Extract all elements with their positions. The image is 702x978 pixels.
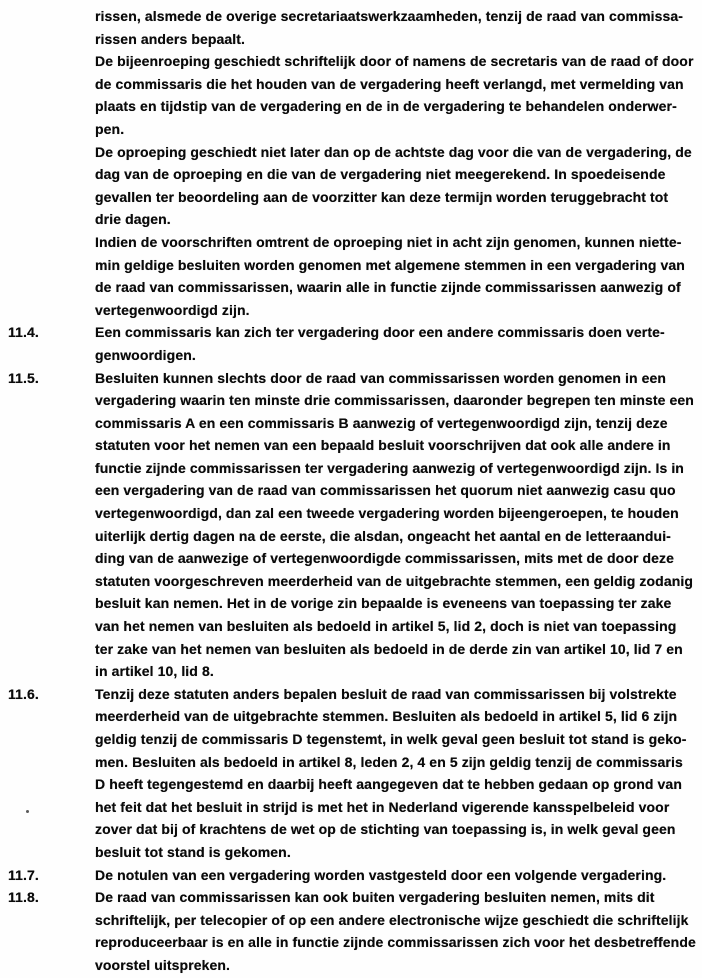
text-line: statuten voor het nemen van een bepaald besluit voorschrijven dat ook alle andere in <box>95 437 671 454</box>
text-line: plaats en tijdstip van de vergadering en de in de vergadering te behandelen onderwer- <box>95 98 677 115</box>
section-number: 11.8. <box>8 889 39 906</box>
statute-section-11-7 <box>0 864 702 887</box>
statute-section-11-8 <box>0 886 702 976</box>
text-line: meerderheid van de uitgebrachte stemmen. Besluiten als bedoeld in artikel 5, lid 6 zijn <box>95 708 678 725</box>
text-line: ter zake van het nemen van besluiten als bedoeld in de derde zin van artikel 10, lid 7 en <box>95 640 683 657</box>
text-line: vertegenwoordigd, dan zal een tweede vergadering worden bijeengeroepen, te houden <box>95 505 679 522</box>
text-line: van het nemen van besluiten als bedoeld in artikel 5, lid 2, doch is niet van toepassing <box>95 618 677 635</box>
text-line: D heeft tegengestemd en daarbij heeft aangegeven dat te hebben gedaan op grond van <box>95 776 682 793</box>
statute-paragraph <box>0 231 702 321</box>
text-line: De oproeping geschiedt niet later dan op de achtste dag voor die van de vergadering, de <box>95 143 692 160</box>
text-line: vertegenwoordigd zijn. <box>95 301 250 318</box>
text-line: rissen anders bepaalt. <box>95 30 246 47</box>
statute-paragraph <box>0 5 702 50</box>
text-line: uiterlijk dertig dagen na de eerste, die alsdan, ongeacht het aantal en de letteraandui- <box>95 527 671 544</box>
section-number: 11.7. <box>8 866 39 883</box>
section-number: 11.5. <box>8 369 39 386</box>
text-line: rissen, alsmede de overige secretariaatswerkzaamheden, tenzij de raad van commissa- <box>95 8 684 24</box>
statute-section-11-5 <box>0 367 702 683</box>
text-line: besluit tot stand is gekomen. <box>95 843 291 860</box>
text-line: min geldige besluiten worden genomen met algemene stemmen in een vergadering van <box>95 256 685 273</box>
text-line: geldig tenzij de commissaris D tegenstemt, in welk geval geen besluit tot stand is geko- <box>95 731 687 747</box>
section-number: 11.4. <box>8 324 39 341</box>
text-line: Besluiten kunnen slechts door de raad van commissarissen worden genomen in een <box>95 369 667 386</box>
document-body <box>0 5 702 977</box>
text-line: besluit kan nemen. Het in de vorige zin bepaalde is eveneens van toepassing ter zake <box>95 595 672 612</box>
text-line: commissaris A en een commissaris B aanwezig of vertegenwoordigd zijn, tenzij deze <box>95 414 668 431</box>
statute-paragraph <box>0 50 702 140</box>
text-line: reproduceerbaar is en alle in functie zijnde commissarissen zich voor het desbetreffende <box>95 934 696 951</box>
text-line: voorstel uitspreken. <box>95 956 231 973</box>
text-line: pen. <box>95 120 125 137</box>
statute-section-11-6 <box>0 683 702 864</box>
text-line: vergadering waarin ten minste drie commissarissen, daaronder begrepen ten minste een <box>95 392 694 409</box>
text-line: statuten voorgeschreven meerderheid van de uitgebrachte stemmen, een geldig zodanig <box>95 572 694 589</box>
statute-section-11-4 <box>0 321 702 366</box>
text-line: in artikel 10, lid 8. <box>95 663 214 680</box>
text-line: drie dagen. <box>95 211 171 228</box>
text-line: de raad van commissarissen, waarin alle in functie zijnde commissarissen aanwezig of <box>95 279 681 296</box>
text-line: Een commissaris kan zich ter vergadering door een andere commissaris doen verte- <box>95 324 665 341</box>
text-line: zover dat bij of krachtens de wet op de stichting van toepassing is, in welk geval geen <box>95 821 676 838</box>
text-line: dag van de oproeping en die van de vergadering niet meegerekend. In spoedeisende <box>95 166 666 183</box>
text-line: ding van de aanwezige of vertegenwoordigde commissarissen, mits met de door deze <box>95 550 675 567</box>
text-line: gevallen ter beoordeling aan de voorzitter kan deze termijn worden teruggebracht tot <box>95 188 669 205</box>
text-line: de commissaris die het houden van de vergadering heeft verlangd, met vermelding van <box>95 75 684 92</box>
text-line: Indien de voorschriften omtrent de oproeping niet in acht zijn genomen, kunnen niette- <box>95 233 682 250</box>
text-line: De raad van commissarissen kan ook buiten vergadering besluiten nemen, mits dit <box>95 889 655 906</box>
text-line: een vergadering van de raad van commissarissen het quorum niet aanwezig casu quo <box>95 482 676 499</box>
statute-paragraph <box>0 141 702 231</box>
text-line: men. Besluiten als bedoeld in artikel 8, leden 2, 4 en 5 zijn geldig tenzij de commissaris <box>95 753 683 770</box>
text-line: functie zijnde commissarissen ter vergadering aanwezig of vertegenwoordigd zijn. Is in <box>95 459 684 476</box>
text-line: De notulen van een vergadering worden vastgesteld door een volgende vergadering. <box>95 866 667 883</box>
scan-artifact-dot <box>26 810 29 813</box>
text-line: schriftelijk, per telecopier of op een andere electronische wijze geschiedt die schriftelijk <box>95 911 689 928</box>
text-line: het feit dat het besluit in strijd is met het in Nederland vigerende kansspelbeleid voor <box>95 798 670 815</box>
text-line: De bijeenroeping geschiedt schriftelijk door of namens de secretaris van de raad of door <box>95 53 694 70</box>
text-line: Tenzij deze statuten anders bepalen besluit de raad van commissarissen bij volstrekte <box>95 685 677 702</box>
text-line: genwoordigen. <box>95 346 196 363</box>
section-number: 11.6. <box>8 685 39 702</box>
